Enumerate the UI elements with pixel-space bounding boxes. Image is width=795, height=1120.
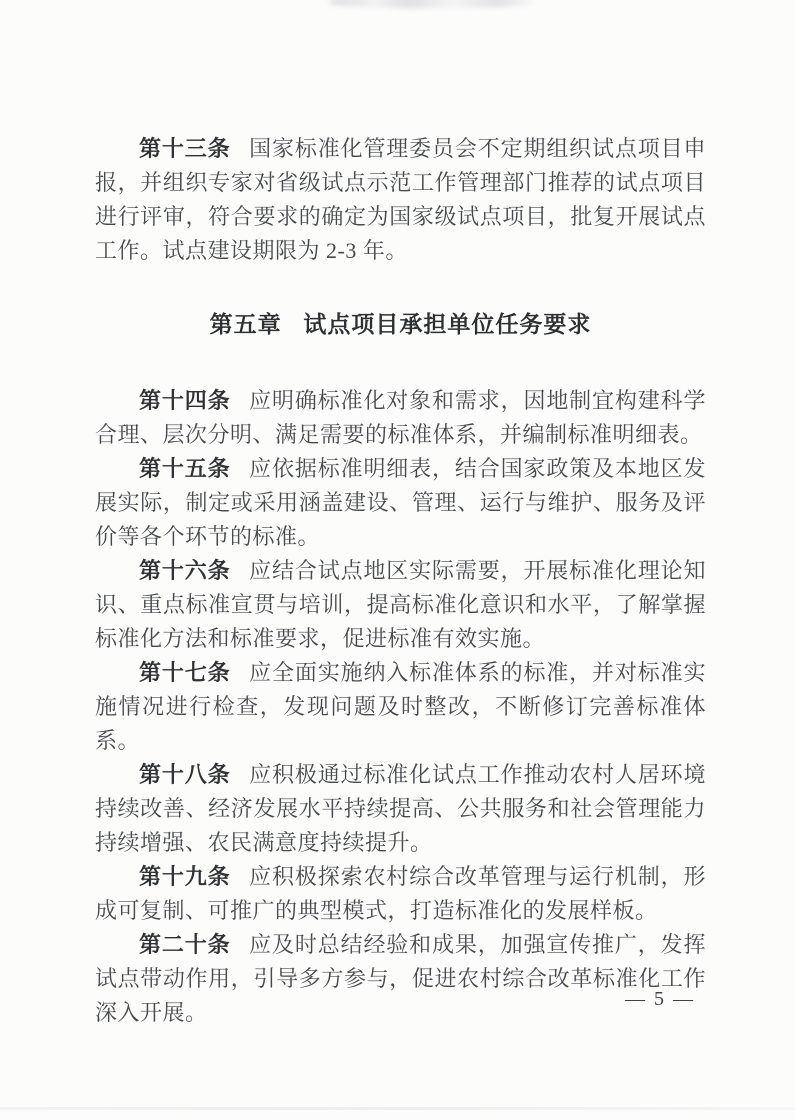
article-17-paragraph	[95, 656, 706, 758]
page-number: — 5 —	[625, 988, 695, 1010]
chapter-heading	[95, 308, 706, 342]
article-18-text: 应积极通过标准化试点工作推动农村人居环境持续改善、经济发展水平持续提高、公共服务和社会管理能力持续增强、农民满意度持续提升。	[95, 762, 706, 855]
article-14-number: 第十四条	[139, 388, 231, 413]
article-16-text: 应结合试点地区实际需要，开展标准化理论知识、重点标准宣贯与培训，提高标准化意识和水平，了解掌握标准化方法和标准要求，促进标准有效实施。	[95, 558, 706, 651]
article-19-text: 应积极探索农村综合改革管理与运行机制，形成可复制、可推广的典型模式，打造标准化的发展样板。	[95, 864, 706, 923]
article-18-paragraph	[95, 758, 706, 860]
document-content	[95, 132, 706, 1030]
scan-artifact-top	[330, 0, 535, 8]
article-20-number: 第二十条	[139, 932, 231, 957]
scan-artifact-bottom	[0, 1107, 795, 1110]
article-17-number: 第十七条	[139, 660, 231, 685]
chapter-label: 第五章	[209, 312, 282, 337]
article-14-text: 应明确标准化对象和需求，因地制宜构建科学合理、层次分明、满足需要的标准体系，并编制标准明细表。	[95, 388, 706, 447]
article-17-text: 应全面实施纳入标准体系的标准，并对标准实施情况进行检查，发现问题及时整改，不断修订完善标准体系。	[95, 660, 706, 753]
article-16-paragraph	[95, 554, 706, 656]
article-20-paragraph	[95, 928, 706, 1030]
chapter-title: 试点项目承担单位任务要求	[303, 312, 592, 337]
article-13-text: 国家标准化管理委员会不定期组织试点项目申报，并组织专家对省级试点示范工作管理部门推荐的试点项目进行评审，符合要求的确定为国家级试点项目，批复开展试点工作。试点建设期限为 2-3 年。	[95, 136, 706, 263]
article-13-paragraph	[95, 132, 706, 268]
article-15-text: 应依据标准明细表，结合国家政策及本地区发展实际，制定或采用涵盖建设、管理、运行与维护、服务及评价等各个环节的标准。	[95, 456, 706, 549]
article-20-text: 应及时总结经验和成果，加强宣传推广，发挥试点带动作用，引导多方参与，促进农村综合改革标准化工作深入开展。	[95, 932, 706, 1025]
article-14-paragraph	[95, 384, 706, 452]
article-13-number: 第十三条	[139, 136, 231, 161]
article-15-number: 第十五条	[139, 456, 231, 481]
article-18-number: 第十八条	[139, 762, 231, 787]
article-19-number: 第十九条	[139, 864, 231, 889]
article-19-paragraph	[95, 860, 706, 928]
article-16-number: 第十六条	[139, 558, 231, 583]
article-15-paragraph	[95, 452, 706, 554]
